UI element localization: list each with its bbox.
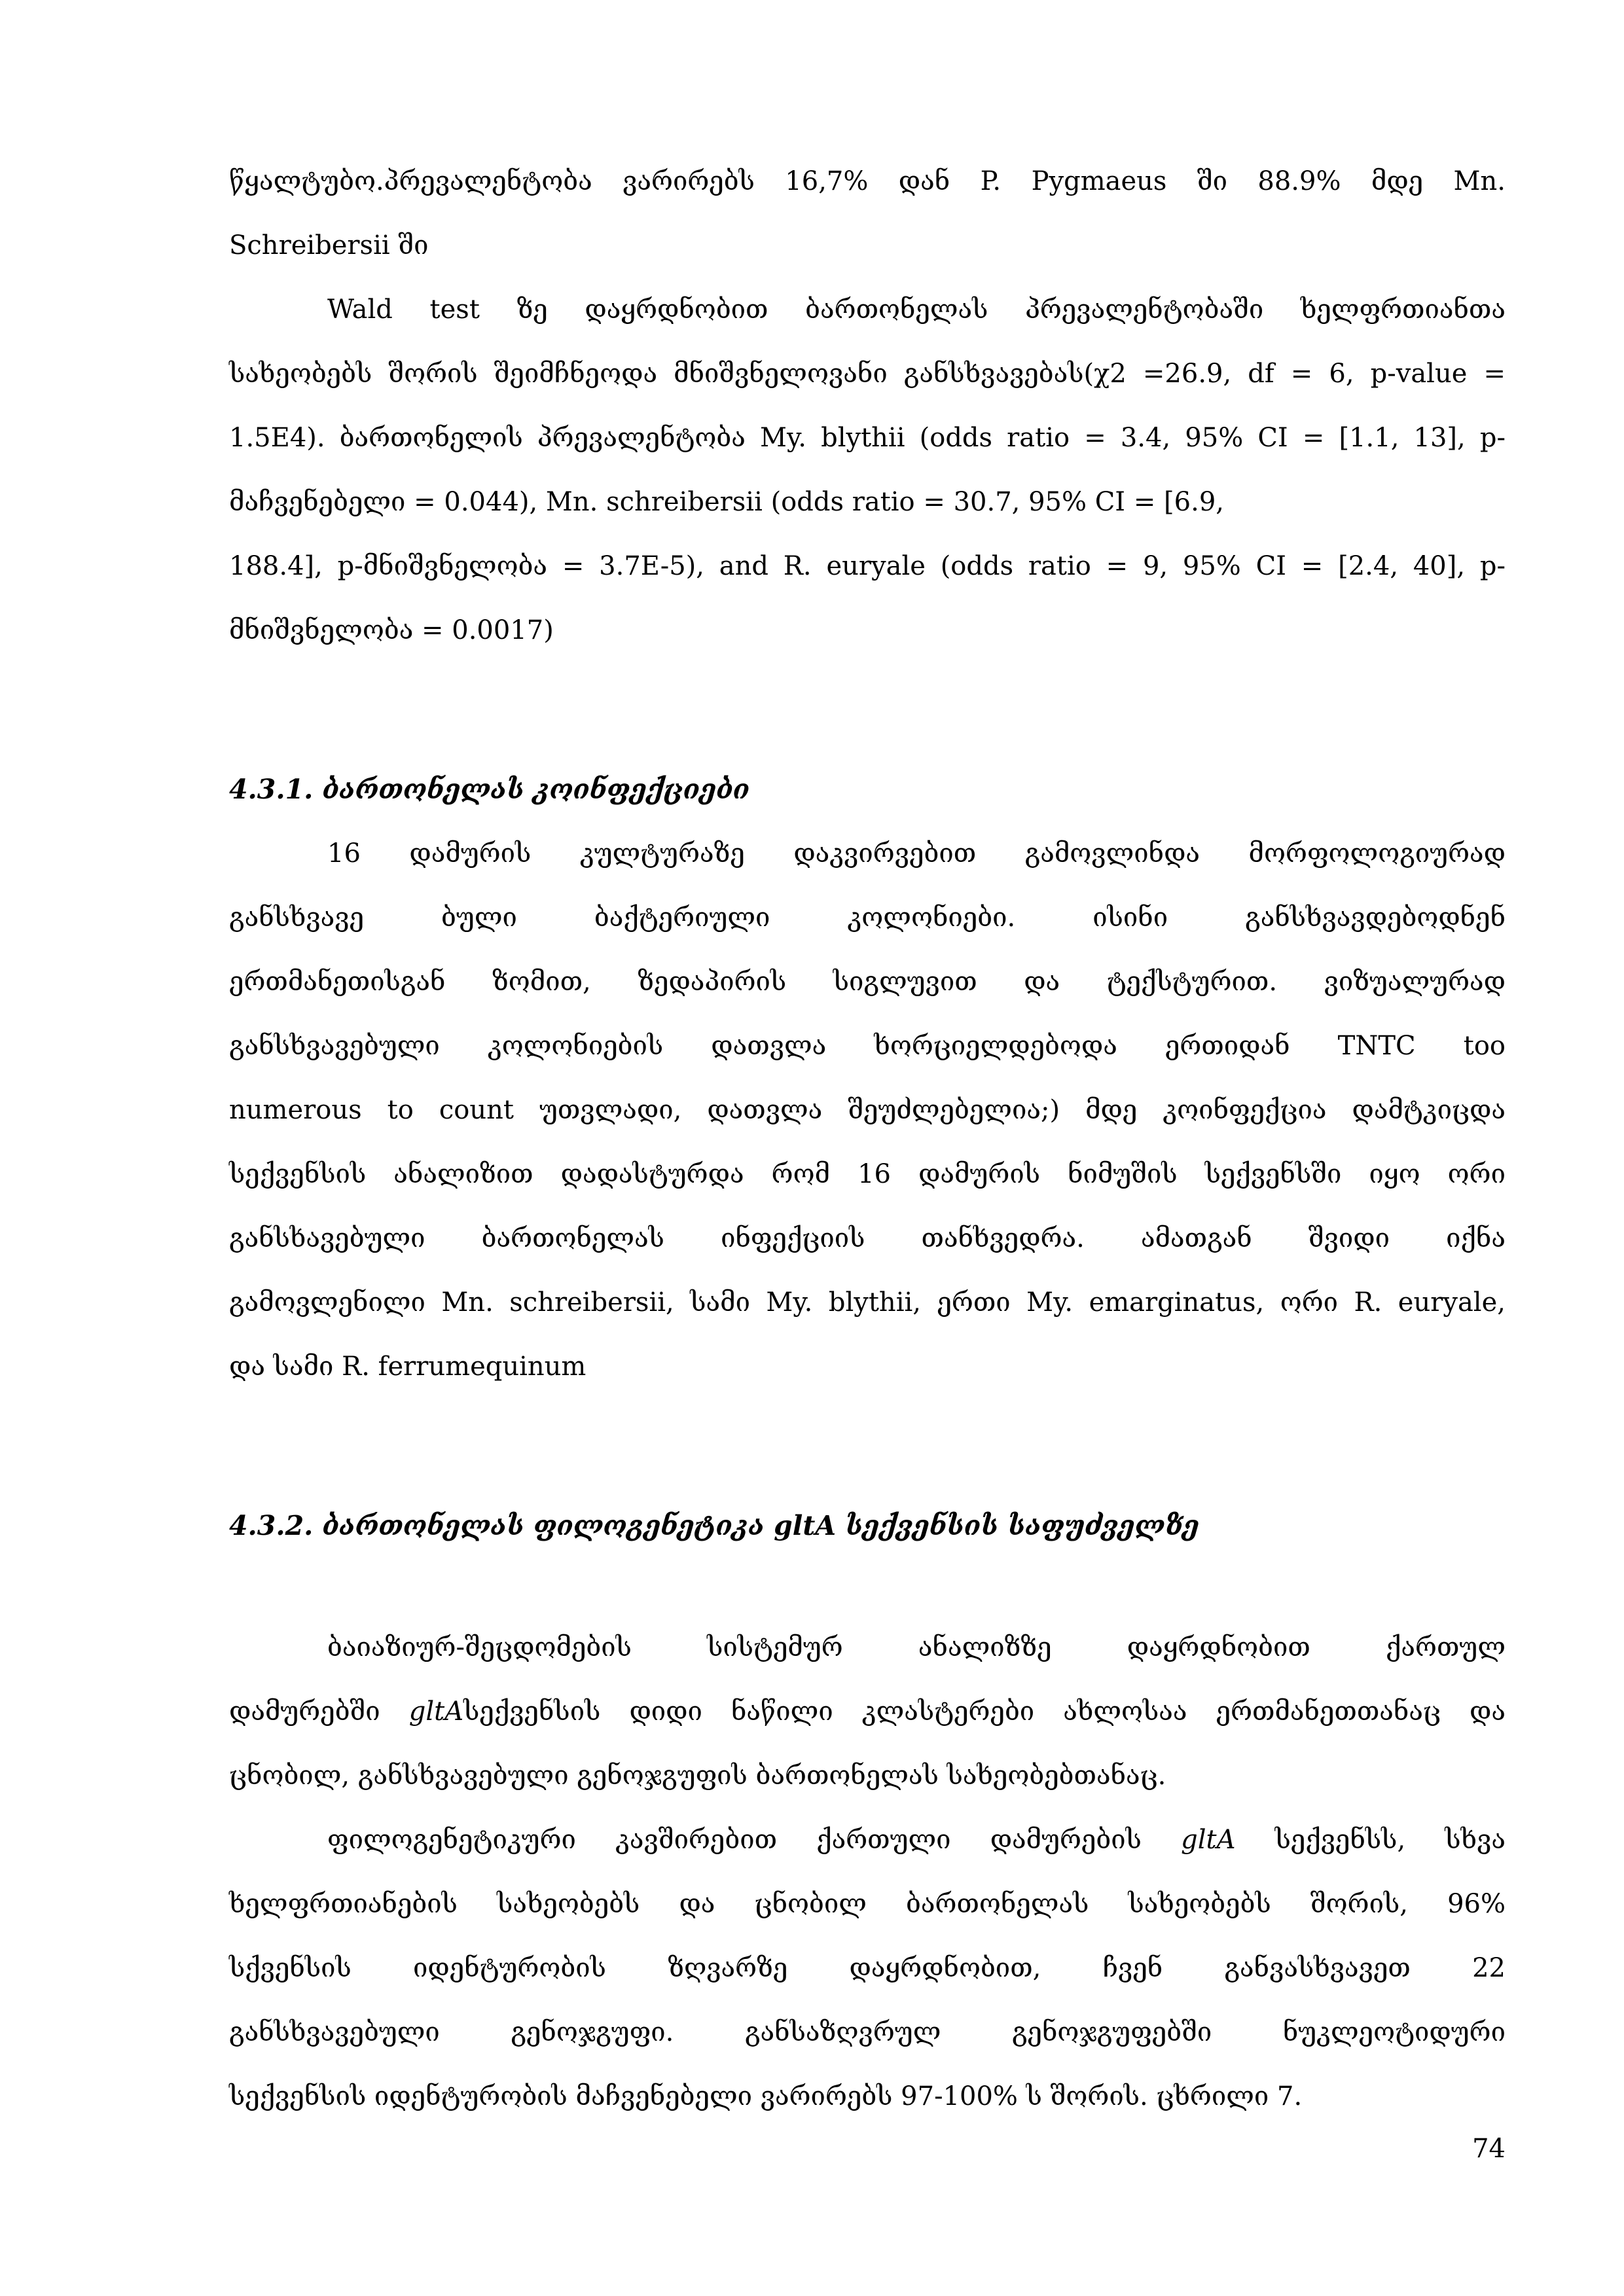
text-line: სახეობებს შორის შეიმჩნეოდა მნიშვნელოვანი განსხვავებას(χ2 =26.9, df = 6, p-value =: [229, 359, 1506, 389]
text-line: ბაიაზიურ-შეცდომების სისტემურ ანალიზზე დაყრდნობით ქართულ: [327, 1632, 1506, 1662]
text-line: ცნობილ, განსხვავებული გენოჯგუფის ბართონელას სახეობებთანაც.: [229, 1761, 1166, 1791]
text-line: წყალტუბო.პრევალენტობა ვარირებს 16,7% დან P. Pygmaeus ში 88.9% მდე Mn.: [229, 166, 1506, 196]
text-line: სქვენსის იდენტურობის ზღვარზე დაყრდნობით, ჩვენ განვასხვავეთ 22: [229, 1953, 1506, 1983]
section-heading: 4.3.1. ბართონელას კოინფექციები: [229, 774, 750, 805]
text-line: განსხვავებული გენოჯგუფი. განსაზღვრულ გენოჯგუფებში ნუკლეოტიდური: [229, 2017, 1506, 2047]
page-body: [229, 149, 1506, 2128]
text-line: სექვენსის ანალიზით დადასტურდა რომ 16 დამურის ნიმუშის სექვენსში იყო ორი: [229, 1159, 1506, 1189]
text-line: ხელფრთიანების სახეობებს და ცნობილ ბართონელას სახეობებს შორის, 96%: [229, 1889, 1506, 1919]
text-line: 16 დამურის კულტურაზე დაკვირვებით გამოვლინდა მორფოლოგიურად: [327, 838, 1506, 869]
text-line: განსხვავებული კოლონიების დათვლა ხორციელდებოდა ერთიდან TNTC too: [229, 1031, 1506, 1061]
text-line: განსხავებული ბართონელას ინფექციის თანხვედრა. ამათგან შვიდი იქნა: [229, 1223, 1506, 1253]
text-line: ერთმანეთისგან ზომით, ზედაპირის სიგლუვით და ტექსტურით. ვიზუალურად: [229, 967, 1506, 997]
text-line: Schreibersii ში: [229, 230, 429, 260]
text-line: სექვენსის იდენტურობის მაჩვენებელი ვარირებს 97-100% ს შორის. ცხრილი 7.: [229, 2081, 1303, 2111]
text-line: ფილოგენეტიკური კავშირებით ქართული დამურების gltA სექვენსს, სხვა: [327, 1825, 1506, 1855]
text-line: Wald test ზე დაყრდნობით ბართონელას პრევალენტობაში ხელფრთიანთა: [327, 295, 1506, 325]
text-line: numerous to count უთვლადი, დათვლა შეუძლებელია;) მდე კოინფექცია დამტკიცდა: [229, 1095, 1506, 1125]
text-line: გამოვლენილი Mn. schreibersii, სამი My. blythii, ერთი My. emarginatus, ორი R. euryale,: [229, 1287, 1506, 1318]
section-heading: 4.3.2. ბართონელას ფილოგენეტიკა gltA სექვენსის საფუძველზე: [229, 1510, 1200, 1541]
text-line: 188.4], p-მნიშვნელობა = 3.7E-5), and R. euryale (odds ratio = 9, 95% CI = [2.4, 40], p-: [229, 551, 1506, 581]
text-line: მაჩვენებელი = 0.044), Mn. schreibersii (odds ratio = 30.7, 95% CI = [6.9,: [229, 487, 1224, 517]
text-line: განსხვავე ბული ბაქტერიული კოლონიები. ისინი განსხვავდებოდნენ: [229, 903, 1506, 933]
text-line: მნიშვნელობა = 0.0017): [229, 615, 554, 645]
text-line: და სამი R. ferrumequinum: [229, 1352, 586, 1382]
page-number: 74: [1472, 2134, 1506, 2164]
text-line: 1.5E4). ბართონელის პრევალენტობა My. blythii (odds ratio = 3.4, 95% CI = [1.1, 13], p-: [229, 423, 1506, 453]
text-line: დამურებში gltAსექვენსის დიდი ნაწილი კლასტერები ახლოსაა ერთმანეთთანაც და: [229, 1696, 1506, 1727]
